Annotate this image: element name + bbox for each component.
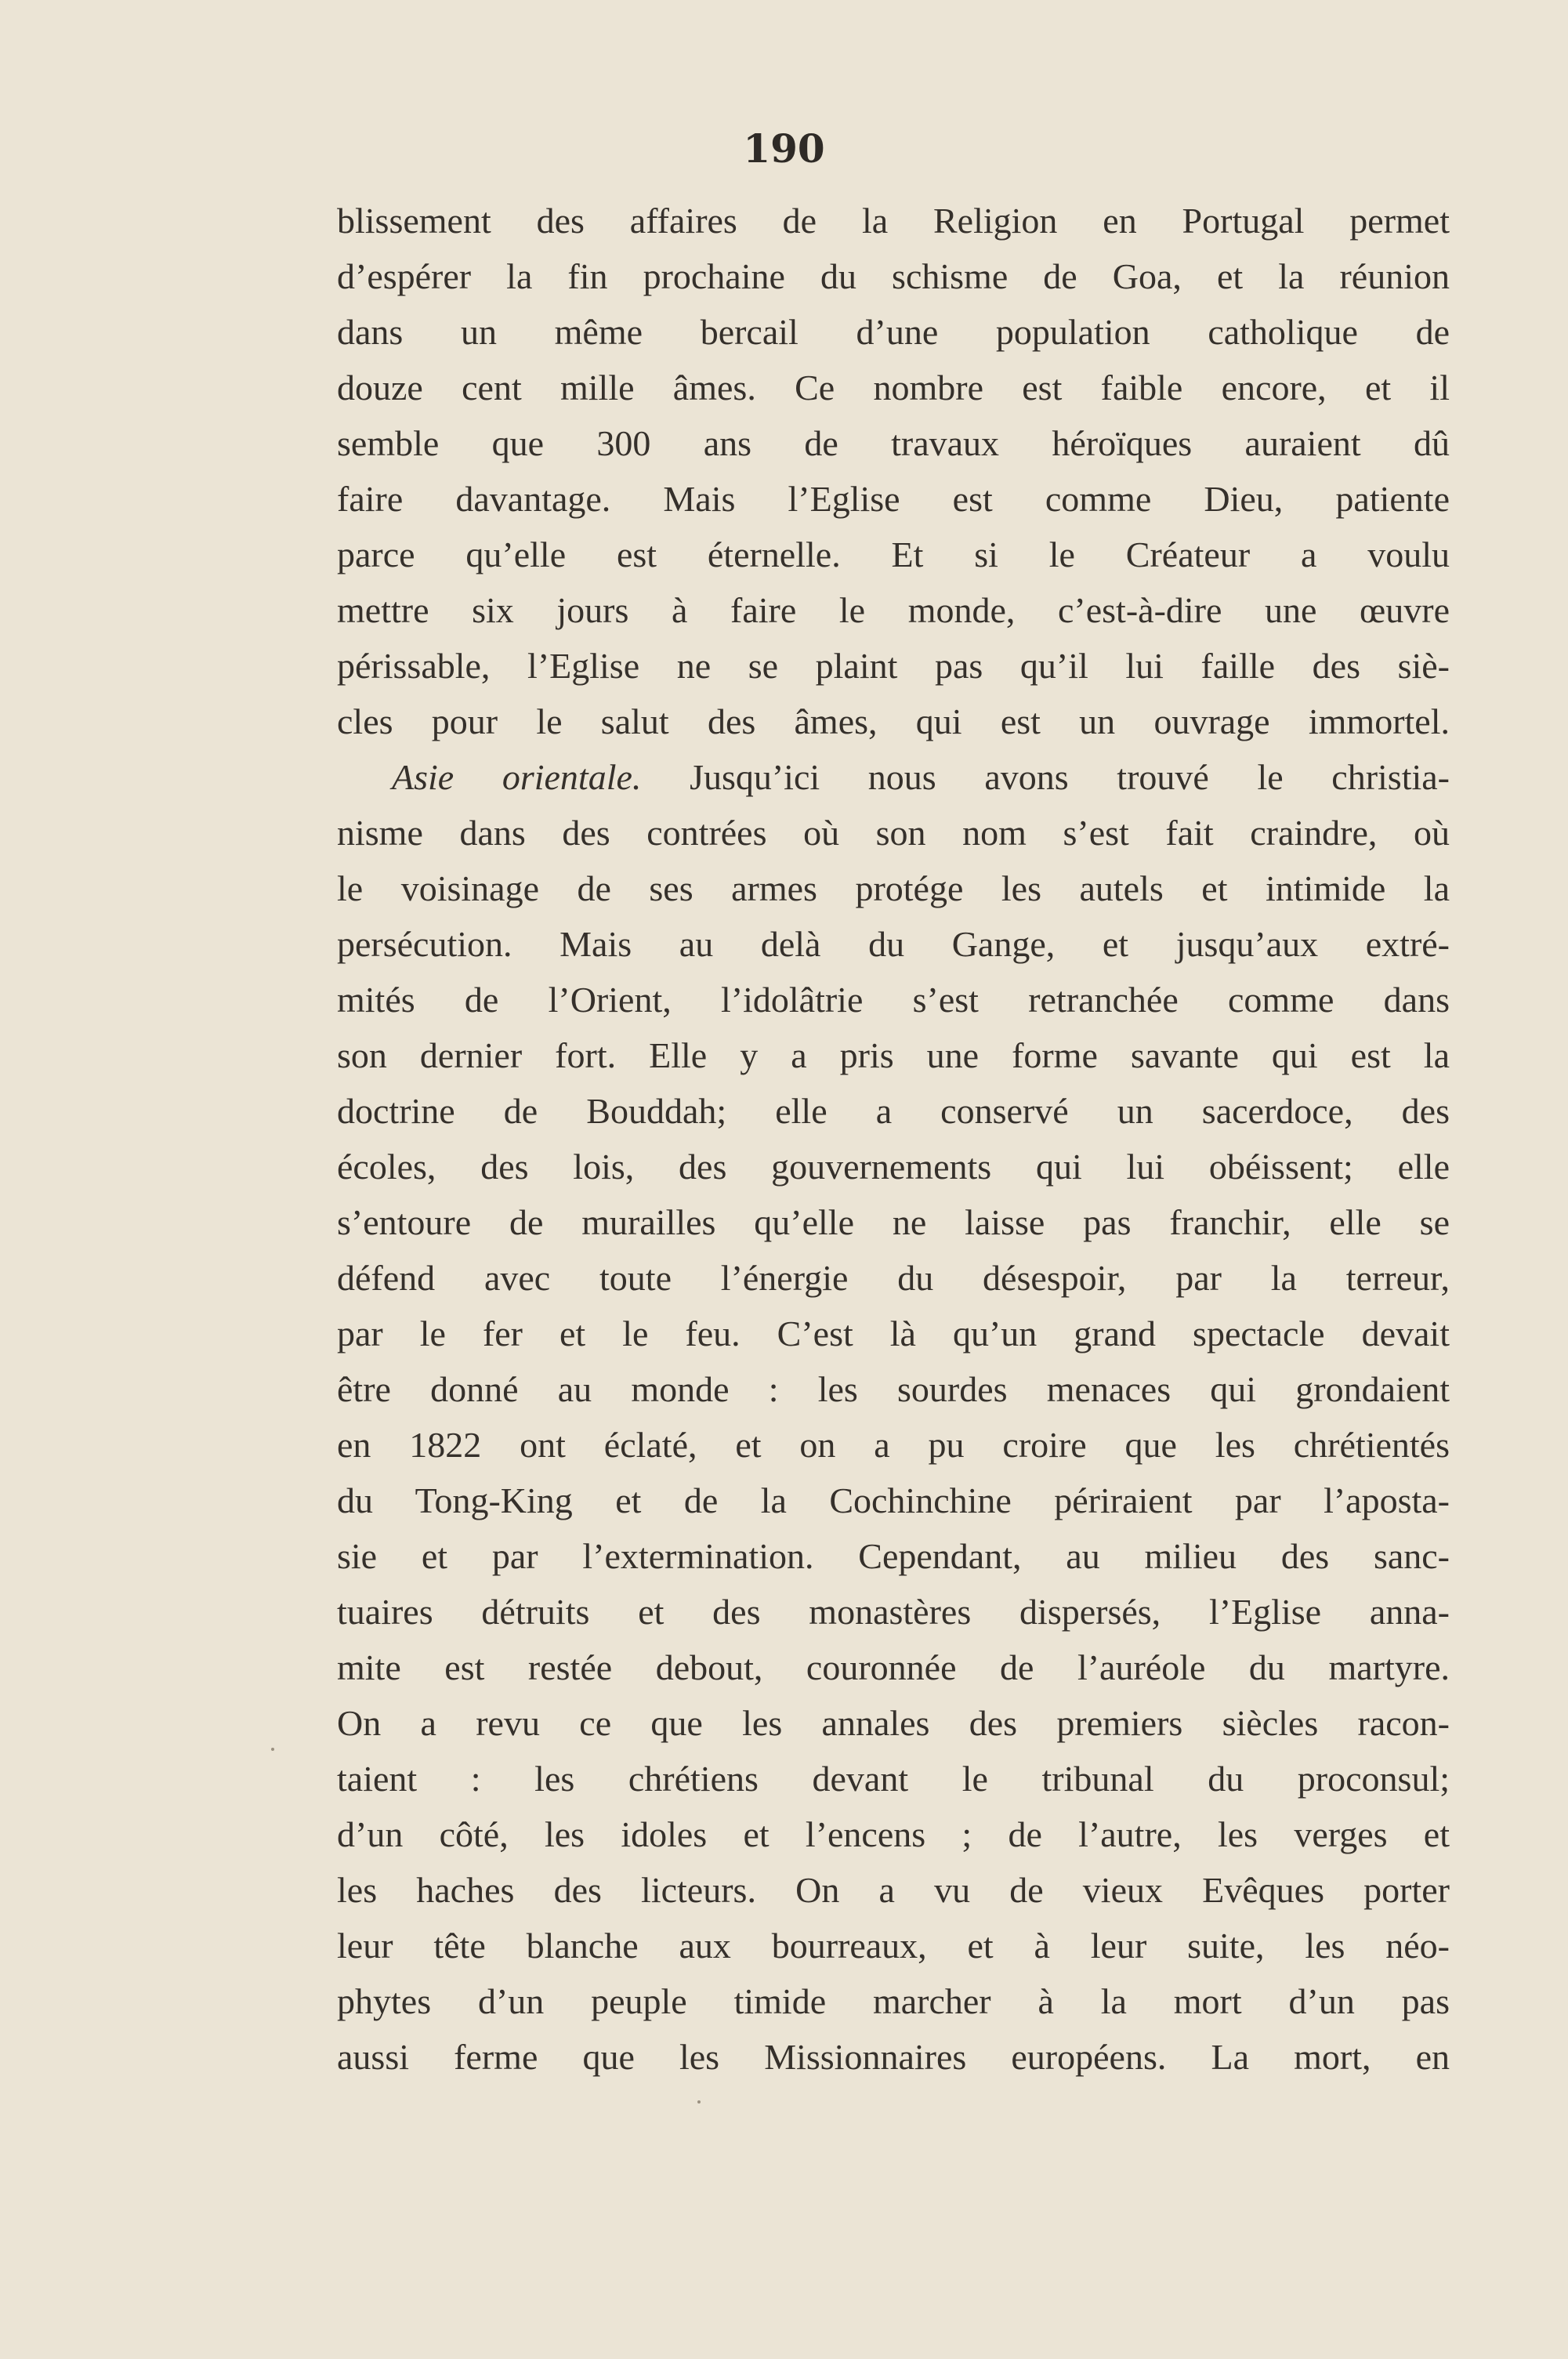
text-line: phytes d’un peuple timide marcher à la mort d’un pas: [337, 1981, 1450, 2021]
text-line: mettre six jours à faire le monde, c’est-à-dire une œuvre: [337, 590, 1450, 630]
text-line: sie et par l’extermination. Cependant, au milieu des sanc-: [337, 1536, 1450, 1576]
text-line: du Tong-King et de la Cochinchine périraient par l’aposta-: [337, 1480, 1450, 1520]
text-line: mite est restée debout, couronnée de l’auréole du martyre.: [337, 1647, 1450, 1687]
text-line: dans un même bercail d’une population catholique de: [337, 312, 1450, 352]
text-line: nisme dans des contrées où son nom s’est fait craindre, où: [337, 813, 1450, 853]
text-line: tuaires détruits et des monastères dispersés, l’Eglise anna-: [337, 1592, 1450, 1632]
text-line: douze cent mille âmes. Ce nombre est faible encore, et il: [337, 368, 1450, 408]
text-line: doctrine de Bouddah; elle a conservé un sacerdoce, des: [337, 1091, 1450, 1131]
body-text: [337, 193, 1450, 2085]
section-heading: Asie orientale.: [392, 757, 642, 797]
text-line: en 1822 ont éclaté, et on a pu croire que les chrétientés: [337, 1425, 1450, 1465]
text-line: semble que 300 ans de travaux héroïques auraient dû: [337, 423, 1450, 463]
text-line: s’entoure de murailles qu’elle ne laisse pas franchir, elle se: [337, 1202, 1450, 1242]
text-line: être donné au monde : les sourdes menaces qui grondaient: [337, 1369, 1450, 1409]
page-number: 190: [743, 125, 825, 172]
text-line: blissement des affaires de la Religion en Portugal permet: [337, 201, 1450, 241]
text-line: le voisinage de ses armes protége les autels et intimide la: [337, 868, 1450, 908]
text-line: aussi ferme que les Missionnaires européens. La mort, en: [337, 2037, 1450, 2077]
text-line: taient : les chrétiens devant le tribunal du proconsul;: [337, 1759, 1450, 1799]
text-line: défend avec toute l’énergie du désespoir, par la terreur,: [337, 1258, 1450, 1298]
text-line: son dernier fort. Elle y a pris une forme savante qui est la: [337, 1035, 1450, 1075]
text-line-section-start: [337, 749, 1450, 805]
section-first-line: Jusqu’ici nous avons trouvé le christia-: [690, 757, 1450, 797]
text-line: par le fer et le feu. C’est là qu’un grand spectacle devait: [337, 1314, 1450, 1353]
text-line: parce qu’elle est éternelle. Et si le Créateur a voulu: [337, 534, 1450, 574]
text-line: leur tête blanche aux bourreaux, et à leur suite, les néo-: [337, 1926, 1450, 1966]
text-line: cles pour le salut des âmes, qui est un ouvrage immortel.: [337, 701, 1450, 741]
text-line: persécution. Mais au delà du Gange, et jusqu’aux extré-: [337, 924, 1450, 964]
text-line: faire davantage. Mais l’Eglise est comme Dieu, patiente: [337, 479, 1450, 519]
text-line: On a revu ce que les annales des premiers siècles racon-: [337, 1703, 1450, 1743]
text-line: périssable, l’Eglise ne se plaint pas qu’il lui faille des siè-: [337, 646, 1450, 686]
paper-speck: [697, 2100, 701, 2104]
text-line: d’espérer la fin prochaine du schisme de Goa, et la réunion: [337, 256, 1450, 296]
text-line: écoles, des lois, des gouvernements qui lui obéissent; elle: [337, 1147, 1450, 1187]
text-line: d’un côté, les idoles et l’encens ; de l’autre, les verges et: [337, 1814, 1450, 1854]
text-line: les haches des licteurs. On a vu de vieux Evêques porter: [337, 1870, 1450, 1910]
paper-speck: [271, 1748, 274, 1751]
text-line: mités de l’Orient, l’idolâtrie s’est retranchée comme dans: [337, 980, 1450, 1020]
